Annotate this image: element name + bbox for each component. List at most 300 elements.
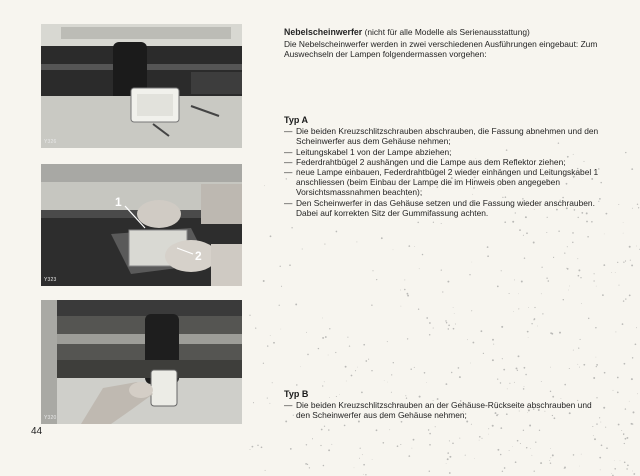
section-intro — [284, 27, 604, 60]
speckle — [393, 249, 394, 250]
speckle — [604, 234, 605, 235]
speckle — [516, 367, 518, 369]
photo-fog-lamp-removal-image — [41, 24, 242, 148]
speckle — [631, 423, 633, 425]
speckle — [267, 398, 268, 399]
section-title-note: (nicht für alle Modelle als Serienausstattung) — [364, 27, 530, 37]
speckle — [541, 293, 542, 294]
speckle — [617, 262, 618, 263]
speckle — [626, 468, 627, 469]
speckle — [611, 272, 612, 273]
speckle — [580, 339, 581, 340]
speckle — [618, 204, 619, 205]
speckle — [596, 366, 597, 367]
speckle — [305, 463, 307, 465]
speckle — [401, 306, 402, 307]
speckle — [502, 471, 503, 472]
speckle — [346, 381, 347, 382]
speckle — [518, 308, 519, 309]
speckle — [322, 337, 324, 339]
speckle — [620, 460, 621, 461]
section-type-a — [284, 115, 604, 218]
speckle — [446, 463, 447, 464]
speckle — [596, 364, 598, 366]
speckle — [551, 333, 553, 335]
dash-mark: — — [284, 197, 293, 208]
photo-bulb-change-image — [41, 164, 242, 286]
speckle — [623, 222, 624, 223]
photo-type-b-removal — [41, 300, 242, 424]
speckle — [633, 473, 635, 475]
speckle — [381, 237, 383, 239]
speckle — [426, 382, 427, 383]
speckle — [623, 433, 625, 435]
dash-mark: — — [284, 400, 293, 411]
page-number: 44 — [31, 426, 43, 437]
speckle — [351, 375, 353, 377]
callout-2: 2 — [195, 249, 202, 263]
speckle — [594, 438, 596, 440]
speckle — [404, 289, 406, 291]
speckle — [621, 430, 622, 431]
speckle — [471, 310, 472, 311]
type-b-steps — [284, 400, 604, 420]
speckle — [384, 380, 385, 381]
step-text: Den Scheinwerfer in das Gehäuse setzen und die Fassung wieder anschrauben. Dabei auf korrekten Sitz der Gummifassung achten. — [296, 197, 595, 218]
speckle — [567, 246, 568, 247]
speckle — [459, 438, 460, 439]
speckle — [429, 433, 431, 435]
speckle — [528, 307, 529, 308]
speckle — [307, 354, 309, 356]
speckle — [428, 429, 429, 430]
speckle — [638, 207, 639, 208]
speckle — [359, 458, 360, 459]
speckle — [429, 444, 431, 446]
speckle — [474, 458, 475, 459]
speckle — [318, 348, 319, 349]
speckle — [281, 286, 282, 287]
step-text: Die beiden Kreuzschlitzschrauben an der Gehäuse-Rückseite abschrauben und den Scheinwerfer aus dem Gehäuse nehmen; — [296, 400, 592, 421]
speckle — [535, 442, 536, 443]
speckle — [467, 339, 468, 340]
speckle — [632, 471, 633, 472]
speckle — [558, 231, 559, 232]
speckle — [629, 401, 630, 402]
speckle — [449, 472, 451, 474]
speckle — [564, 384, 566, 386]
speckle — [347, 337, 348, 338]
speckle — [492, 339, 494, 341]
section-title-line — [284, 27, 604, 37]
speckle — [447, 458, 449, 460]
speckle — [581, 303, 582, 304]
step-item — [284, 157, 604, 167]
speckle — [624, 462, 626, 464]
speckle — [504, 467, 506, 469]
speckle — [614, 468, 616, 470]
speckle — [587, 236, 589, 238]
speckle — [365, 360, 367, 362]
speckle — [519, 229, 521, 231]
speckle — [497, 449, 499, 451]
speckle — [459, 376, 461, 378]
speckle — [596, 357, 597, 358]
speckle — [322, 385, 323, 386]
speckle — [487, 255, 489, 257]
speckle — [400, 444, 401, 445]
speckle — [573, 350, 574, 351]
step-item — [284, 400, 604, 420]
speckle — [501, 326, 503, 328]
speckle — [509, 383, 510, 384]
speckle — [619, 285, 620, 286]
speckle — [263, 363, 264, 364]
speckle — [307, 464, 308, 465]
speckle — [550, 462, 551, 463]
speckle — [635, 343, 637, 345]
speckle — [546, 232, 547, 233]
speckle — [624, 443, 625, 444]
speckle — [517, 440, 519, 442]
speckle — [518, 293, 519, 294]
speckle — [336, 231, 338, 233]
speckle — [472, 342, 474, 344]
speckle — [387, 341, 388, 342]
speckle — [300, 366, 301, 367]
dash-mark: — — [284, 167, 293, 178]
step-item — [284, 147, 604, 157]
speckle — [372, 270, 373, 271]
speckle — [354, 467, 355, 468]
speckle — [526, 232, 528, 234]
speckle — [429, 322, 431, 324]
speckle — [371, 370, 372, 371]
speckle — [441, 223, 442, 224]
speckle — [631, 264, 633, 266]
speckle — [387, 382, 388, 383]
speckle — [328, 449, 330, 451]
speckle — [629, 295, 631, 297]
speckle — [596, 286, 597, 287]
speckle — [253, 402, 254, 403]
speckle — [355, 370, 356, 371]
speckle — [517, 370, 518, 371]
speckle — [636, 327, 637, 328]
speckle — [309, 467, 310, 468]
speckle — [257, 445, 258, 446]
speckle — [410, 368, 411, 369]
speckle — [514, 279, 515, 280]
speckle — [546, 277, 547, 278]
speckle — [291, 227, 292, 228]
speckle — [335, 352, 336, 353]
speckle — [363, 344, 365, 346]
speckle — [376, 279, 377, 280]
speckle — [289, 264, 291, 266]
speckle — [622, 323, 624, 325]
speckle — [592, 426, 593, 427]
speckle — [534, 307, 535, 308]
speckle — [273, 342, 275, 344]
speckle — [524, 257, 525, 258]
speckle — [504, 221, 506, 223]
speckle — [503, 369, 505, 371]
speckle — [593, 377, 595, 379]
photo-bulb-change — [41, 164, 242, 286]
speckle — [614, 460, 615, 461]
speckle — [362, 454, 363, 455]
speckle — [419, 268, 420, 269]
speckle — [408, 245, 410, 247]
speckle — [488, 428, 489, 429]
photo-code: Y326 — [44, 139, 57, 145]
speckle — [631, 378, 633, 380]
speckle — [586, 221, 588, 223]
dash-mark: — — [284, 146, 293, 157]
speckle — [470, 363, 471, 364]
speckle — [625, 298, 626, 299]
speckle — [527, 331, 529, 333]
speckle — [593, 280, 594, 281]
speckle — [553, 257, 554, 258]
speckle — [376, 429, 378, 431]
speckle — [424, 372, 426, 374]
speckle — [566, 268, 567, 269]
speckle — [569, 286, 570, 287]
speckle — [454, 313, 455, 314]
speckle — [272, 382, 273, 383]
step-text: Die beiden Kreuzschlitzschrauben abschrauben, die Fassung abnehmen und den Scheinwerfer aus dem Gehäuse nehmen; — [296, 126, 599, 147]
speckle — [280, 266, 281, 267]
speckle — [559, 332, 561, 334]
speckle — [514, 382, 515, 383]
section-type-b — [284, 389, 604, 421]
speckle — [530, 448, 531, 449]
speckle — [261, 446, 263, 448]
speckle — [632, 357, 633, 358]
speckle — [623, 300, 624, 301]
speckle — [442, 291, 443, 292]
speckle — [372, 459, 373, 460]
speckle — [492, 359, 494, 361]
step-item — [284, 126, 604, 146]
speckle — [279, 305, 280, 306]
type-a-steps — [284, 126, 604, 218]
step-item — [284, 198, 604, 218]
speckle — [360, 448, 361, 449]
speckle — [446, 383, 448, 385]
speckle — [542, 313, 543, 314]
speckle — [453, 328, 455, 330]
speckle — [625, 260, 626, 261]
speckle — [623, 262, 624, 263]
speckle — [449, 440, 450, 441]
speckle — [611, 473, 612, 474]
speckle — [568, 290, 569, 291]
speckle — [471, 262, 472, 263]
speckle — [445, 320, 446, 321]
speckle — [446, 322, 447, 323]
speckle — [625, 408, 626, 409]
speckle — [617, 392, 619, 394]
speckle — [605, 427, 606, 428]
speckle — [600, 422, 601, 423]
speckle — [429, 470, 430, 471]
photo-code: Y323 — [44, 277, 57, 283]
speckle — [591, 221, 593, 223]
speckle — [447, 281, 449, 283]
speckle — [393, 362, 394, 363]
speckle — [509, 293, 510, 294]
speckle — [636, 246, 637, 247]
speckle — [572, 242, 573, 243]
speckle — [532, 455, 533, 456]
speckle — [433, 222, 434, 223]
speckle — [363, 464, 365, 466]
speckle — [637, 393, 638, 394]
speckle — [617, 377, 619, 379]
photo-type-b-removal-image — [41, 300, 242, 424]
speckle — [618, 424, 620, 426]
speckle — [331, 444, 332, 445]
speckle — [578, 275, 580, 277]
speckle — [523, 235, 524, 236]
speckle — [363, 474, 364, 475]
speckle — [451, 372, 452, 373]
speckle — [603, 264, 605, 266]
speckle — [322, 318, 323, 319]
speckle — [408, 455, 410, 457]
speckle — [501, 270, 502, 271]
speckle — [533, 242, 535, 244]
speckle — [263, 280, 265, 282]
speckle — [269, 403, 270, 404]
speckle — [577, 364, 578, 365]
speckle — [623, 233, 624, 234]
speckle — [487, 246, 489, 248]
speckle — [449, 456, 451, 458]
speckle — [407, 293, 409, 295]
speckle — [417, 222, 419, 224]
speckle — [435, 426, 436, 427]
speckle — [469, 274, 470, 275]
speckle — [295, 303, 297, 305]
speckle — [615, 272, 616, 273]
step-text: Federdrahtbügel 2 aushängen und die Lampe aus dem Reflektor ziehen; — [296, 156, 566, 167]
speckle — [397, 445, 399, 447]
speckle — [418, 309, 419, 310]
speckle — [512, 446, 513, 447]
speckle — [500, 454, 502, 456]
step-text: Leitungskabel 1 von der Lampe abziehen; — [296, 146, 452, 157]
speckle — [329, 328, 330, 329]
speckle — [629, 246, 631, 248]
type-b-heading: Typ B — [284, 389, 309, 399]
speckle — [588, 318, 589, 319]
speckle — [407, 295, 409, 297]
photo-code: Y320 — [44, 415, 57, 421]
speckle — [492, 425, 494, 427]
speckle — [453, 307, 454, 308]
speckle — [599, 457, 601, 459]
speckle — [290, 448, 292, 450]
speckle — [500, 382, 501, 383]
speckle — [465, 455, 466, 456]
speckle — [547, 280, 549, 282]
speckle — [448, 328, 449, 329]
speckle — [583, 364, 585, 366]
step-text: neue Lampe einbauen, Federdrahtbügel 2 wieder einhängen und Leitungskabel 1 anschliessen (beim Einbau der Lampe die im Hinweis oben angegeben Vorsichtsmassnahmen beachten); — [296, 167, 599, 198]
speckle — [525, 374, 527, 376]
speckle — [264, 185, 265, 186]
speckle — [433, 327, 434, 328]
speckle — [630, 260, 631, 261]
speckle — [252, 446, 254, 448]
speckle — [563, 299, 564, 300]
speckle — [371, 304, 372, 305]
speckle — [572, 232, 574, 234]
speckle — [365, 474, 366, 475]
speckle — [321, 429, 323, 431]
speckle — [518, 355, 520, 357]
speckle — [356, 241, 357, 242]
speckle — [324, 244, 325, 245]
speckle — [325, 336, 327, 338]
speckle — [539, 430, 540, 431]
speckle — [328, 355, 329, 356]
speckle — [383, 442, 385, 444]
section-title: Nebelscheinwerfer — [284, 27, 363, 37]
speckle — [521, 281, 523, 283]
speckle — [452, 443, 454, 445]
speckle — [357, 367, 358, 368]
speckle — [302, 249, 303, 250]
speckle — [345, 366, 347, 368]
speckle — [626, 437, 628, 439]
speckle — [323, 465, 325, 467]
speckle — [389, 429, 390, 430]
speckle — [564, 468, 565, 469]
speckle — [368, 359, 369, 360]
speckle — [349, 345, 350, 346]
speckle — [414, 367, 415, 368]
speckle — [493, 344, 494, 345]
speckle — [529, 425, 531, 427]
speckle — [441, 269, 442, 270]
speckle — [534, 471, 535, 472]
speckle — [249, 315, 250, 316]
speckle — [413, 439, 415, 441]
speckle — [414, 246, 415, 247]
speckle — [528, 337, 529, 338]
speckle — [580, 277, 581, 278]
speckle — [281, 329, 282, 330]
speckle — [255, 327, 256, 328]
speckle — [407, 338, 408, 339]
speckle — [285, 420, 287, 422]
callout-1: 1 — [115, 195, 122, 209]
speckle — [615, 331, 616, 332]
speckle — [604, 372, 606, 374]
speckle — [448, 324, 450, 326]
speckle — [637, 204, 638, 205]
speckle — [549, 460, 550, 461]
speckle — [466, 421, 468, 423]
speckle — [541, 381, 542, 382]
speckle — [400, 290, 401, 291]
speckle — [579, 466, 580, 467]
